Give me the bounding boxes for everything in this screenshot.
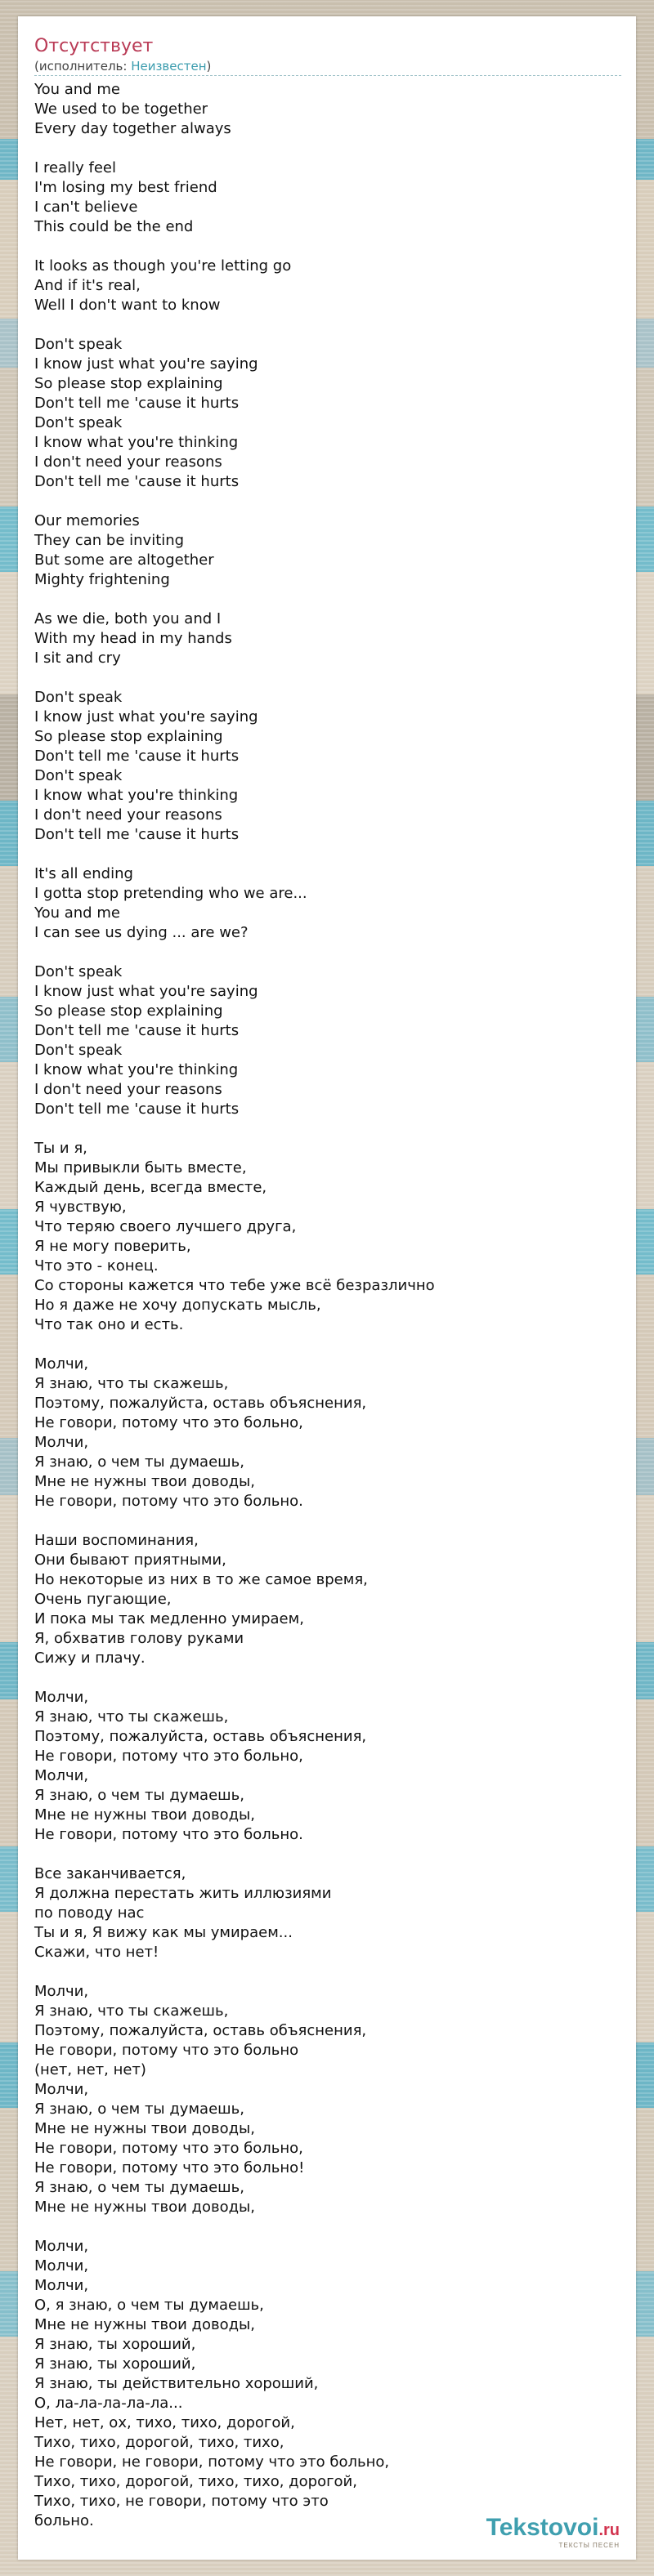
stanza-gap <box>34 943 620 962</box>
lyric-line: Но некоторые из них в то же самое время, <box>34 1571 368 1588</box>
lyric-line: Я знаю, о чем ты думаешь, <box>34 2101 244 2118</box>
subtitle-prefix: (исполнитель: <box>34 59 132 74</box>
lyric-line: Every day together always <box>34 120 231 137</box>
lyric-line: Молчи, <box>34 1983 89 2000</box>
stanza-gap <box>34 1845 620 1864</box>
lyric-line: Don't tell me 'cause it hurts <box>34 473 240 490</box>
lyric-line: Я знаю, ты действительно хороший, <box>34 2375 319 2392</box>
lyrics-card <box>18 16 636 2560</box>
lyric-line: Тихо, тихо, не говори, потому что это <box>34 2493 329 2510</box>
stanza-gap <box>34 590 620 609</box>
lyric-line: Don't speak <box>34 336 123 353</box>
stanza-gap <box>34 1668 620 1688</box>
lyric-line: I know just what you're saying <box>34 355 258 373</box>
lyric-line: I sit and cry <box>34 650 121 667</box>
lyric-line: Не говори, потому что это больно. <box>34 1493 303 1510</box>
stanza-gap <box>34 2217 620 2237</box>
lyric-line: I really feel <box>34 159 117 176</box>
lyric-line: Я знаю, о чем ты думаешь, <box>34 2179 244 2196</box>
lyric-line: I know what you're thinking <box>34 1061 239 1078</box>
lyric-line: Я знаю, ты хороший, <box>34 2336 196 2353</box>
lyric-line: Каждый день, всегда вместе, <box>34 1179 267 1196</box>
lyric-line: Молчи, <box>34 2277 89 2294</box>
lyric-line: Мне не нужны твои доводы, <box>34 1473 255 1490</box>
lyric-line: Не говори, не говори, потому что это больно, <box>34 2453 390 2471</box>
lyric-line: Сижу и плачу. <box>34 1650 146 1667</box>
lyric-line: Со стороны кажется что тебе уже всё безразлично <box>34 1277 435 1294</box>
lyric-line: It's all ending <box>34 865 133 882</box>
lyric-line: I know just what you're saying <box>34 983 258 1000</box>
stanza-gap <box>34 845 620 864</box>
lyric-line: Тихо, тихо, дорогой, тихо, тихо, <box>34 2434 284 2451</box>
lyric-line: Я знаю, что ты скажешь, <box>34 2002 229 2020</box>
lyric-line: So please stop explaining <box>34 728 223 745</box>
lyric-line: О, ла-ла-ла-ла-ла... <box>34 2395 183 2412</box>
logo-tagline: ТЕКСТЫ ПЕСЕН <box>558 2542 620 2549</box>
lyric-line: I don't need your reasons <box>34 1081 222 1098</box>
lyric-line: Поэтому, пожалуйста, оставь объяснения, <box>34 2022 367 2039</box>
lyric-line: Я должна перестать жить иллюзиями <box>34 1885 332 1902</box>
lyric-line: Что так оно и есть. <box>34 1316 184 1333</box>
stanza-gap <box>34 237 620 257</box>
lyric-line: Они бывают приятными, <box>34 1551 226 1569</box>
subtitle-suffix: ) <box>206 59 212 74</box>
lyric-line: You and me <box>34 904 120 922</box>
lyric-line: Поэтому, пожалуйста, оставь объяснения, <box>34 1728 367 1745</box>
lyric-line: Не говори, потому что это больно <box>34 2042 299 2059</box>
lyric-line: Нет, нет, ох, тихо, тихо, дорогой, <box>34 2414 295 2431</box>
lyric-line: This could be the end <box>34 218 194 235</box>
lyric-line: Don't tell me 'cause it hurts <box>34 1100 240 1118</box>
lyric-line: Well I don't want to know <box>34 297 221 314</box>
lyric-line: Я, обхватив голову руками <box>34 1630 244 1647</box>
lyric-line: Что теряю своего лучшего друга, <box>34 1218 297 1235</box>
site-logo[interactable] <box>486 2515 620 2550</box>
lyric-line: It looks as though you're letting go <box>34 257 292 275</box>
lyric-line: Не говори, потому что это больно! <box>34 2159 305 2176</box>
lyric-line: Я знаю, о чем ты думаешь, <box>34 1453 244 1471</box>
lyric-line: О, я знаю, о чем ты думаешь, <box>34 2297 264 2314</box>
stanza-gap <box>34 1335 620 1355</box>
lyric-line: As we die, both you and I <box>34 610 222 627</box>
lyric-line: But some are altogether <box>34 551 214 569</box>
lyric-line: I know what you're thinking <box>34 434 239 451</box>
lyric-line: Мне не нужны твои доводы, <box>34 2120 255 2137</box>
stanza-gap <box>34 1119 620 1139</box>
lyric-line: With my head in my hands <box>34 630 232 647</box>
lyric-line: I don't need your reasons <box>34 453 222 471</box>
lyric-line: Я не могу поверить, <box>34 1238 191 1255</box>
lyric-line: Мы привыкли быть вместе, <box>34 1159 247 1176</box>
lyric-line: больно. <box>34 2512 94 2529</box>
lyric-line: по поводу нас <box>34 1904 145 1922</box>
lyric-line: Не говори, потому что это больно, <box>34 2140 303 2157</box>
lyric-line: Я знаю, что ты скажешь, <box>34 1375 229 1392</box>
stanza-gap <box>34 315 620 335</box>
lyric-line: I know what you're thinking <box>34 787 239 804</box>
lyric-line: So please stop explaining <box>34 375 223 392</box>
lyric-line: Я знаю, ты хороший, <box>34 2355 196 2373</box>
stanza-gap <box>34 492 620 511</box>
lyric-line: Молчи, <box>34 2257 89 2275</box>
lyric-line: I know just what you're saying <box>34 708 258 725</box>
lyric-line: Все заканчивается, <box>34 1865 186 1882</box>
lyric-line: Our memories <box>34 512 140 529</box>
lyric-line: Я чувствую, <box>34 1199 127 1216</box>
lyric-line: Don't tell me 'cause it hurts <box>34 1022 240 1039</box>
lyric-line: Don't speak <box>34 767 123 784</box>
logo-tld: .ru <box>598 2521 620 2539</box>
lyric-line: They can be inviting <box>34 532 185 549</box>
lyric-line: Молчи, <box>34 2238 89 2255</box>
lyric-line: Don't speak <box>34 414 123 431</box>
artist-link[interactable]: Неизвестен <box>131 59 207 74</box>
lyric-line: Don't tell me 'cause it hurts <box>34 826 240 843</box>
stanza-gap <box>34 139 620 158</box>
lyric-line: Я знаю, что ты скажешь, <box>34 1708 229 1726</box>
lyric-line: Don't tell me 'cause it hurts <box>34 748 240 765</box>
lyric-line: Don't speak <box>34 689 123 706</box>
lyric-line: I can see us dying ... are we? <box>34 924 249 941</box>
lyric-line: Скажи, что нет! <box>34 1944 159 1961</box>
song-subtitle <box>34 59 211 74</box>
lyric-line: Ты и я, Я вижу как мы умираем... <box>34 1924 293 1941</box>
lyric-line: Не говори, потому что это больно. <box>34 1826 303 1843</box>
lyric-line: I can't believe <box>34 199 138 216</box>
lyric-line: Тихо, тихо, дорогой, тихо, тихо, дорогой, <box>34 2473 357 2490</box>
lyric-line: Я знаю, о чем ты думаешь, <box>34 1787 244 1804</box>
divider <box>34 75 621 76</box>
lyric-line: Мне не нужны твои доводы, <box>34 1806 255 1824</box>
stanza-gap <box>34 1511 620 1531</box>
lyric-line: Но я даже не хочу допускать мысль, <box>34 1297 321 1314</box>
lyric-line: Mighty frightening <box>34 571 170 588</box>
lyric-line: Ты и я, <box>34 1140 87 1157</box>
stanza-gap <box>34 1962 620 1982</box>
lyric-line: And if it's real, <box>34 277 141 294</box>
lyric-line: Don't tell me 'cause it hurts <box>34 395 240 412</box>
lyric-line: Не говори, потому что это больно, <box>34 1748 303 1765</box>
lyric-line: Поэтому, пожалуйста, оставь объяснения, <box>34 1395 367 1412</box>
lyric-line: Молчи, <box>34 1689 89 1706</box>
lyric-line: Don't speak <box>34 963 123 980</box>
lyric-line: Мне не нужны твои доводы, <box>34 2199 255 2216</box>
lyric-line: Мне не нужны твои доводы, <box>34 2316 255 2333</box>
logo-name: Tekstovoi <box>486 2514 599 2541</box>
lyric-line: Очень пугающие, <box>34 1591 172 1608</box>
lyric-line: I gotta stop pretending who we are... <box>34 885 307 902</box>
lyric-line: Молчи, <box>34 1355 89 1373</box>
lyric-line: Don't speak <box>34 1042 123 1059</box>
lyric-line: (нет, нет, нет) <box>34 2061 146 2078</box>
stanza-gap <box>34 668 620 688</box>
lyric-line: Не говори, потому что это больно, <box>34 1414 303 1431</box>
lyric-line: I'm losing my best friend <box>34 179 217 196</box>
lyric-line: So please stop explaining <box>34 1002 223 1020</box>
lyric-line: Молчи, <box>34 1434 89 1451</box>
song-title: Отсутствует <box>34 36 154 56</box>
lyric-line: Молчи, <box>34 2081 89 2098</box>
lyric-line: We used to be together <box>34 100 208 118</box>
lyric-line: И пока мы так медленно умираем, <box>34 1610 304 1627</box>
lyric-line: Наши воспоминания, <box>34 1532 199 1549</box>
lyric-line: Что это - конец. <box>34 1257 159 1275</box>
lyrics-text <box>34 80 620 2531</box>
lyric-line: You and me <box>34 81 120 98</box>
lyric-line: I don't need your reasons <box>34 806 222 824</box>
lyric-line: Молчи, <box>34 1767 89 1784</box>
